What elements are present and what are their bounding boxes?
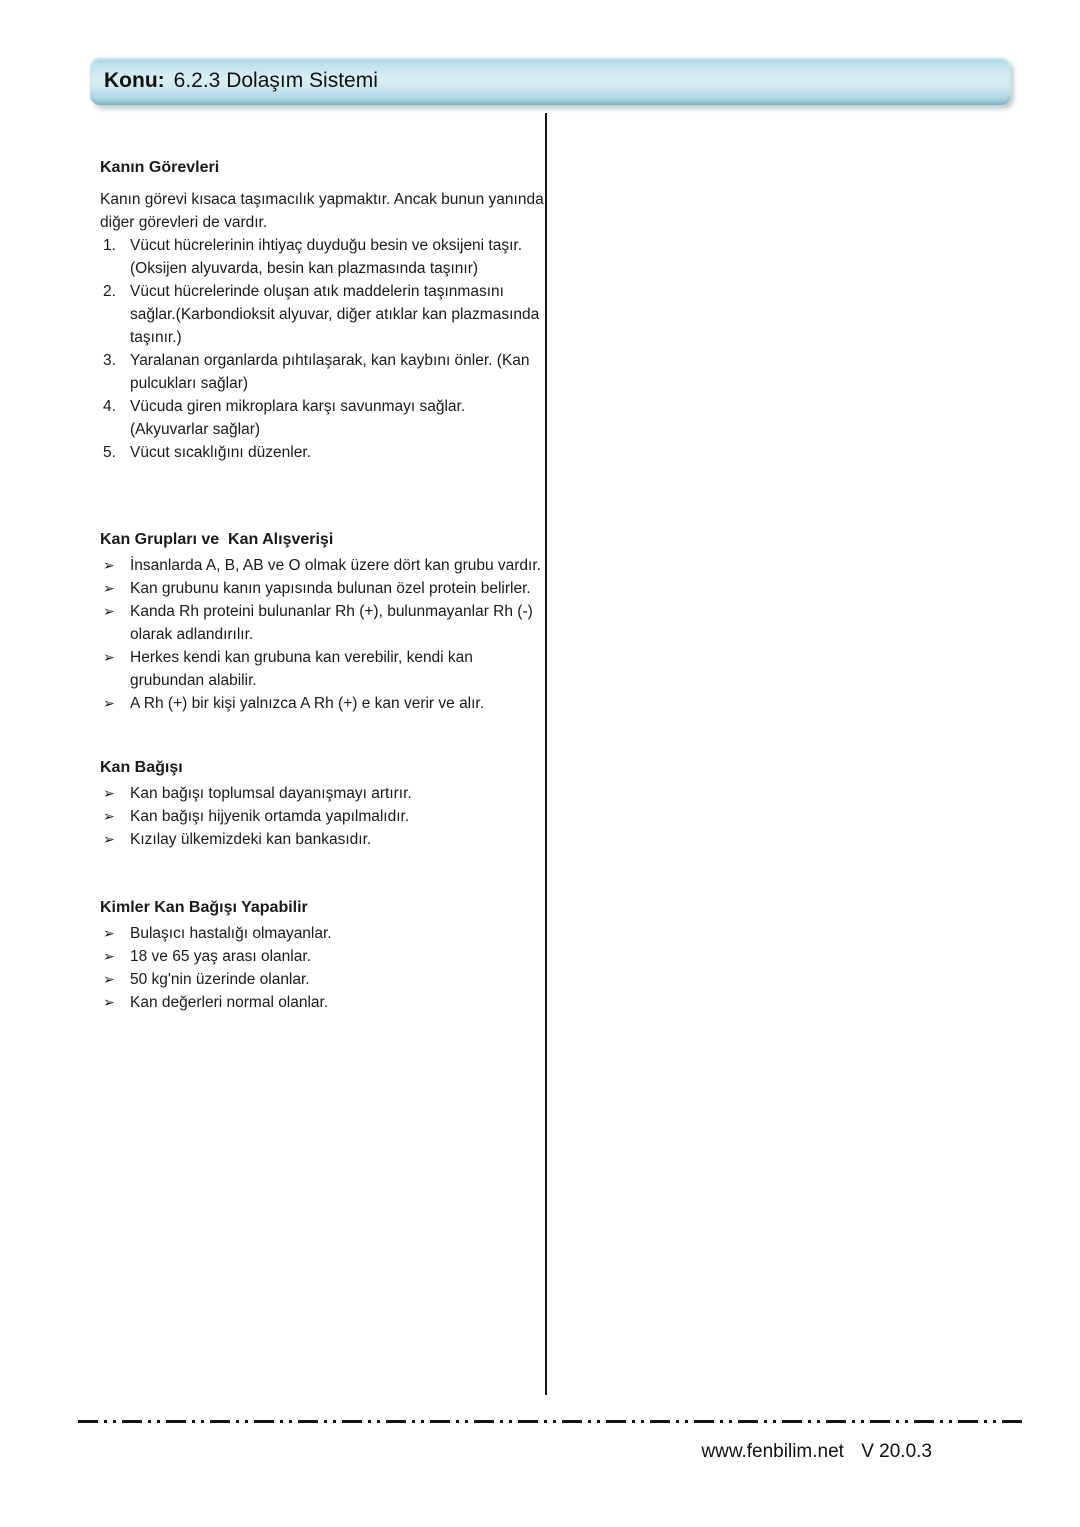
arrow-bullet-icon: ➢: [103, 649, 115, 665]
section: [100, 156, 545, 464]
list-item: [100, 945, 545, 968]
list-item-text: Kan grubunu kanın yapısında bulunan özel protein belirler.: [130, 580, 531, 597]
section-list: [100, 234, 545, 464]
list-item: [100, 349, 545, 395]
list-item: [100, 805, 545, 828]
list-number: 3.: [103, 352, 116, 369]
list-item: [100, 600, 545, 646]
section-heading: Kimler Kan Bağışı Yapabilir: [100, 899, 308, 916]
list-item: [100, 234, 545, 280]
list-item: [100, 395, 545, 441]
list-item-text: Kanda Rh proteini bulunanlar Rh (+), bulunmayanlar Rh (-) olarak adlandırılır.: [130, 603, 533, 643]
list-item: [100, 782, 545, 805]
content-column: [100, 156, 545, 1014]
footer-site-text: www.fenbilim.net: [701, 1441, 844, 1462]
list-item: [100, 692, 545, 715]
arrow-bullet-icon: ➢: [103, 808, 115, 824]
list-number: 4.: [103, 398, 116, 415]
list-item: [100, 577, 545, 600]
topic-label: Konu:: [104, 69, 165, 92]
section-intro: Kanın görevi kısaca taşımacılık yapmaktır. Ancak bunun yanında diğer görevleri de vardır.: [100, 191, 544, 231]
arrow-bullet-icon: ➢: [103, 785, 115, 801]
list-item-text: Kan değerleri normal olanlar.: [130, 994, 329, 1011]
list-item: [100, 968, 545, 991]
column-divider-line: [545, 113, 547, 1395]
list-item: [100, 554, 545, 577]
arrow-bullet-icon: ➢: [103, 948, 115, 964]
list-item-text: Vücut sıcaklığını düzenler.: [130, 444, 311, 461]
list-item-text: A Rh (+) bir kişi yalnızca A Rh (+) e kan verir ve alır.: [130, 695, 485, 712]
list-number: 2.: [103, 283, 116, 300]
list-item-text: Yaralanan organlarda pıhtılaşarak, kan kaybını önler. (Kan pulcukları sağlar): [130, 352, 530, 392]
footer: [0, 1441, 932, 1463]
arrow-bullet-icon: ➢: [103, 831, 115, 847]
section: [100, 528, 545, 715]
list-item-text: Herkes kendi kan grubuna kan verebilir, kendi kan grubundan alabilir.: [130, 649, 473, 689]
list-item-text: Vücuda giren mikroplara karşı savunmayı sağlar. (Akyuvarlar sağlar): [130, 398, 466, 438]
list-item-text: Vücut hücrelerinde oluşan atık maddelerin taşınmasını sağlar.(Karbondioksit alyuvar, diğer atıklar kan plazmasında taşınır.): [130, 283, 540, 346]
list-item-text: Kızılay ülkemizdeki kan bankasıdır.: [130, 831, 372, 848]
list-item: [100, 280, 545, 349]
arrow-bullet-icon: ➢: [103, 994, 115, 1010]
section-heading: Kan Grupları ve Kan Alışverişi: [100, 531, 334, 548]
list-item-text: İnsanlarda A, B, AB ve O olmak üzere dört kan grubu vardır.: [130, 557, 541, 574]
list-item-text: Kan bağışı hijyenik ortamda yapılmalıdır.: [130, 808, 410, 825]
list-item-text: Kan bağışı toplumsal dayanışmayı artırır.: [130, 785, 412, 802]
arrow-bullet-icon: ➢: [103, 925, 115, 941]
footer-version: V 20.0.3: [861, 1441, 932, 1462]
list-item-text: 50 kg'nin üzerinde olanlar.: [130, 971, 310, 988]
topic-title: 6.2.3 Dolaşım Sistemi: [173, 69, 378, 92]
section: [100, 896, 545, 1014]
list-item-text: Bulaşıcı hastalığı olmayanlar.: [130, 925, 332, 942]
list-item: [100, 646, 545, 692]
list-item: [100, 828, 545, 851]
arrow-bullet-icon: ➢: [103, 557, 115, 573]
section-heading: Kanın Görevleri: [100, 159, 220, 176]
cut-line-dashed: [78, 1420, 1022, 1423]
list-item: [100, 922, 545, 945]
list-number: 1.: [103, 237, 116, 254]
section: [100, 756, 545, 851]
list-item: [100, 991, 545, 1014]
topic-banner: [90, 57, 1011, 105]
section-list: [100, 922, 545, 1014]
list-number: 5.: [103, 444, 116, 461]
arrow-bullet-icon: ➢: [103, 603, 115, 619]
section-heading: Kan Bağışı: [100, 759, 183, 776]
arrow-bullet-icon: ➢: [103, 580, 115, 596]
section-list: [100, 782, 545, 851]
list-item: [100, 441, 545, 464]
arrow-bullet-icon: ➢: [103, 971, 115, 987]
list-item-text: 18 ve 65 yaş arası olanlar.: [130, 948, 311, 965]
arrow-bullet-icon: ➢: [103, 695, 115, 711]
list-item-text: Vücut hücrelerinin ihtiyaç duyduğu besin ve oksijeni taşır. (Oksijen alyuvarda, besin kan plazmasında taşınır): [130, 237, 523, 277]
section-list: [100, 554, 545, 715]
